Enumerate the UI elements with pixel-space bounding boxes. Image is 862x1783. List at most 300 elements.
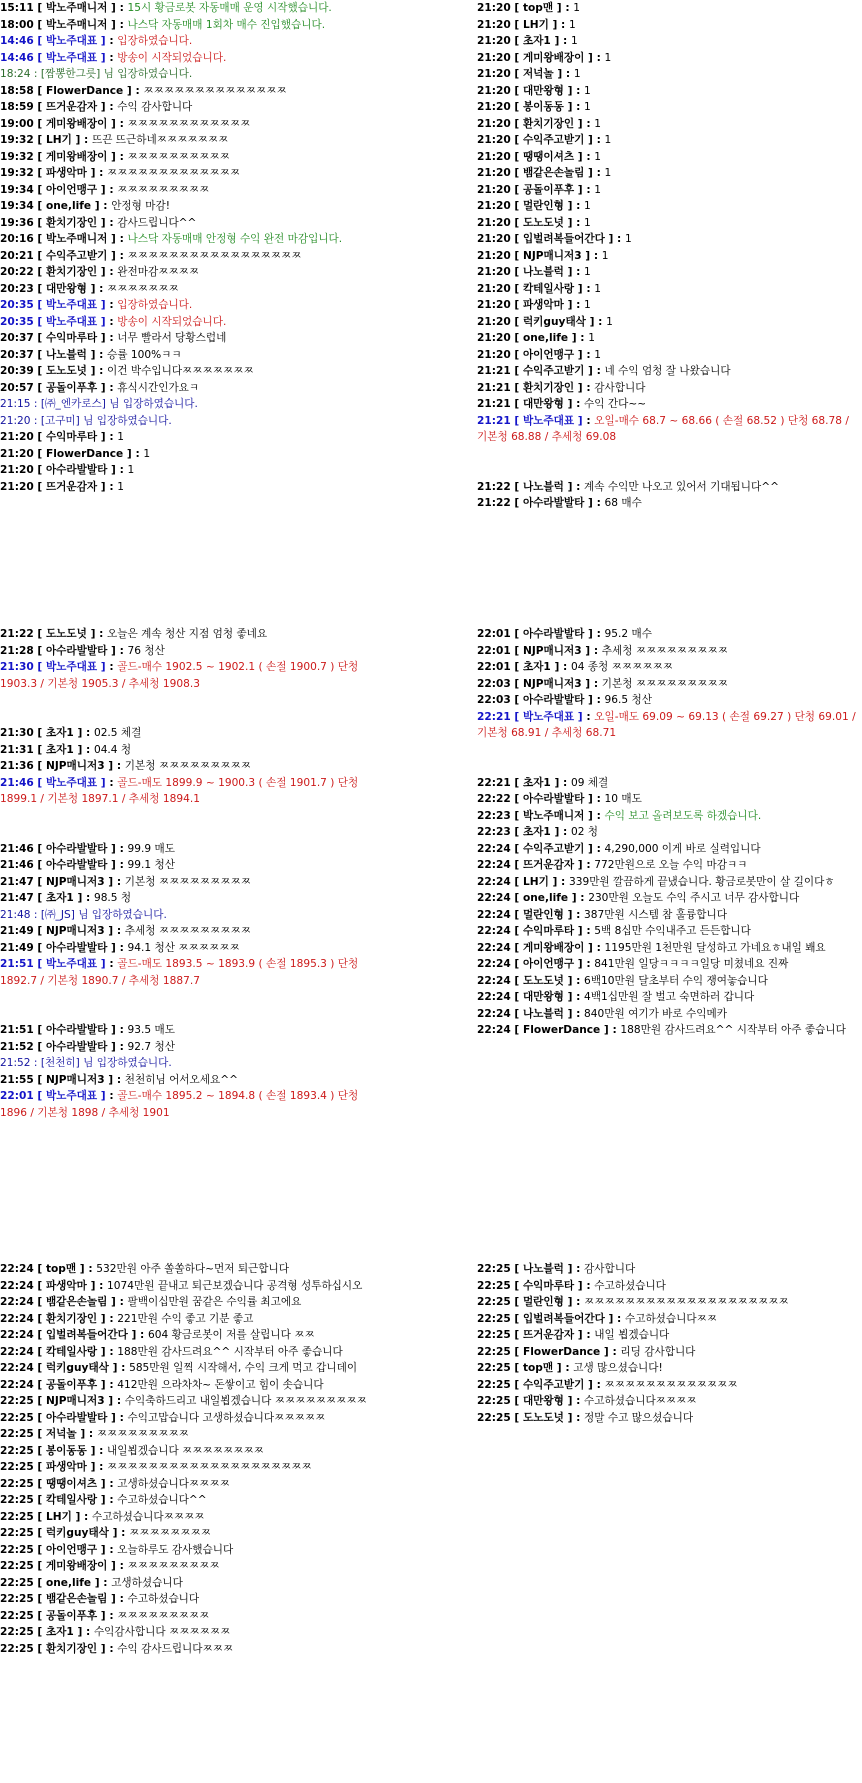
message-time: 22:24 <box>477 991 511 1003</box>
message-time: 22:24 <box>477 859 511 871</box>
chat-message <box>477 841 862 858</box>
message-separator: : <box>113 760 125 772</box>
message-time: 21:20 <box>477 266 511 278</box>
chat-message <box>477 808 862 825</box>
message-separator: : <box>572 216 585 229</box>
message-user: [ 박노주대표 ] <box>33 958 106 970</box>
chat-message <box>0 1608 385 1625</box>
message-text: 나스닥 자동매매 1회차 매수 진입했습니다. <box>127 18 326 31</box>
message-time: 20:21 <box>0 249 34 262</box>
message-separator: : <box>105 299 118 311</box>
message-text: 수익 감사드립니다ㅉㅉㅉ <box>117 1642 234 1655</box>
message-text: 1 <box>573 68 581 80</box>
message-separator: : <box>592 628 605 640</box>
message-text: ㅉㅉㅉㅉㅉㅉㅉㅉㅉㅉㅉㅉㅉ <box>107 167 241 179</box>
message-text: 1 <box>573 2 581 14</box>
message-text: 승률 100%ㅋㅋ <box>107 348 182 361</box>
message-user: [ 공돌이푸후 ] <box>33 381 106 394</box>
message-user: [ 도노도넛 ] <box>510 1411 573 1424</box>
message-user: [ 나노블럭 ] <box>510 1263 573 1275</box>
message-text: 188만원 감사드려요^^ 시작부터 아주 좋습니다 <box>117 1345 343 1358</box>
chat-panel-2-left <box>0 626 385 1121</box>
chat-message <box>477 495 862 512</box>
message-user: [ LH기 ] <box>33 134 81 146</box>
message-user: [ 환치기장인 ] <box>33 1642 106 1655</box>
message-time: 22:25 <box>477 1329 511 1341</box>
message-time: 20:37 <box>0 332 34 344</box>
chat-message <box>477 857 862 874</box>
message-text: 감사드립니다^^ <box>117 216 197 229</box>
chat-panel-3-right <box>477 1261 862 1426</box>
message-user: [ 초자1 ] <box>33 727 83 739</box>
chat-message <box>477 1006 862 1023</box>
message-text: 1 <box>604 51 612 64</box>
message-time: 21:21 <box>477 398 511 410</box>
chat-message <box>0 149 385 166</box>
message-separator: : <box>582 925 595 937</box>
message-user: [ 아수라발발타 ] <box>33 644 116 657</box>
message-time: 21:20 <box>477 84 511 97</box>
chat-message <box>0 1294 385 1311</box>
chat-message <box>0 281 385 298</box>
message-separator: : <box>105 332 118 344</box>
message-user: [ 수익마루타 ] <box>510 1279 583 1292</box>
message-time: 21:20 <box>0 480 34 493</box>
message-time: 21:51 <box>0 958 34 970</box>
message-time: 22:24 <box>0 1296 34 1308</box>
message-separator: : <box>105 315 118 328</box>
message-text: 1 <box>594 183 602 196</box>
message-separator: : <box>136 1329 148 1341</box>
message-user: [ NJP매니저3 ] <box>33 875 114 888</box>
message-time: 21:30 <box>0 661 34 673</box>
message-text: 188만원 감사드려요^^ 시작부터 아주 좋습니다 <box>620 1024 846 1036</box>
message-time: 22:03 <box>477 677 511 690</box>
chat-message <box>477 66 862 83</box>
message-text: 내일 뵙겠습니다 <box>594 1329 670 1341</box>
message-separator: : <box>115 233 128 245</box>
message-time: 22:24 <box>477 925 511 937</box>
message-time: 20:23 <box>0 282 34 295</box>
message-time: 22:25 <box>477 1345 511 1358</box>
message-text: 1 <box>584 84 591 97</box>
message-user: [ 초자1 ] <box>510 661 560 673</box>
message-text: 02.5 체결 <box>93 727 142 739</box>
message-user: [ 수익주고받기 ] <box>510 842 593 855</box>
message-time: 21:20 <box>477 101 511 113</box>
message-separator: : <box>592 365 605 377</box>
chat-message <box>0 659 385 692</box>
message-user: [ 박노주대표 ] <box>33 661 106 673</box>
chat-message <box>477 347 862 364</box>
chat-message <box>477 83 862 100</box>
message-time: 22:25 <box>0 1593 34 1605</box>
chat-message <box>477 709 862 742</box>
message-user: [ 뱀같은손놀림 ] <box>33 1593 116 1605</box>
message-time: 22:25 <box>0 1510 34 1523</box>
message-text: 뜨끈 뜨근하네ㅉㅉㅉㅉㅉㅉㅉ <box>91 134 229 146</box>
message-time: 22:24 <box>0 1329 34 1341</box>
chat-message <box>0 363 385 380</box>
message-text: 1 <box>588 332 595 344</box>
chat-message <box>0 1476 385 1493</box>
chat-message <box>0 182 385 199</box>
message-text: 방송이 시작되었습니다. <box>117 51 227 64</box>
message-time: 20:35 <box>0 299 34 311</box>
message-user: [ 아수라발발타 ] <box>510 694 593 706</box>
chat-message <box>0 479 385 496</box>
chat-message <box>477 132 862 149</box>
chat-message <box>477 923 862 940</box>
message-text: 기본청 ㅉㅉㅉㅉㅉㅉㅉㅉㅉ <box>124 760 251 772</box>
chat-message <box>0 1542 385 1559</box>
message-separator: : <box>115 859 128 871</box>
message-user: [ 환치기장인 ] <box>33 216 106 229</box>
message-user: [ 초자1 ] <box>33 743 83 756</box>
message-text: 1 <box>584 216 591 229</box>
message-text: 1 <box>624 233 632 245</box>
chat-message <box>0 50 385 67</box>
message-time: 21:20 <box>477 68 511 80</box>
message-time: 22:25 <box>477 1411 511 1424</box>
chat-message <box>0 1377 385 1394</box>
message-text: 골드-매도 1899.9 ~ 1900.3 ( 손절 1901.7 ) 단청 1899.1 / 기본청 1897.1 / 추세청 1894.1 <box>0 776 359 805</box>
message-user: [ LH기 ] <box>510 875 558 888</box>
message-time: 22:25 <box>0 1428 34 1440</box>
message-user: [ FlowerDance ] <box>33 447 132 460</box>
message-separator: : <box>105 51 118 64</box>
message-text: 1 <box>606 315 613 328</box>
message-separator: : <box>557 875 569 888</box>
message-time: 19:34 <box>0 200 34 212</box>
message-text: 1074만원 끝내고 퇴근보겠습니다 공격형 성투하십시오 <box>107 1279 363 1292</box>
message-time: 22:25 <box>0 1527 34 1539</box>
message-separator: : <box>572 1263 585 1275</box>
message-gap <box>0 692 385 725</box>
message-separator: : <box>95 282 108 295</box>
message-separator: : <box>559 661 571 673</box>
message-text: 92.7 청산 <box>127 1040 175 1053</box>
chat-message <box>477 1360 862 1377</box>
message-user: [ 나노블럭 ] <box>510 1007 573 1020</box>
chat-message <box>0 231 385 248</box>
message-text: 수고하셨습니다ㅉㅉㅉㅉ <box>584 1395 697 1407</box>
message-separator: : <box>582 414 595 427</box>
message-user: [ 공돌이푸후 ] <box>510 183 583 196</box>
message-user: [ 파생악마 ] <box>510 299 573 311</box>
message-user: [ 도노도넛 ] <box>510 974 573 987</box>
message-text: 604 황금로봇이 저를 살립니다 ㅉㅉ <box>147 1329 315 1341</box>
message-text: 너무 빨라서 당황스럽네 <box>117 332 227 344</box>
message-user: [ 도노도넛 ] <box>33 365 96 377</box>
message-text: 1195만원 1천만원 달성하고 가네요ㅎ내일 봬요 <box>604 941 826 954</box>
chat-panel-3-left <box>0 1261 385 1657</box>
message-user: [ one,life ] <box>510 892 577 904</box>
chat-message <box>0 1410 385 1427</box>
chat-message <box>477 791 862 808</box>
message-user: [ 수익주고받기 ] <box>510 365 593 377</box>
message-separator: : <box>613 233 625 245</box>
message-user: [ 뱀같은손놀림 ] <box>510 167 593 179</box>
chat-message <box>477 1327 862 1344</box>
chat-message <box>477 281 862 298</box>
message-user: [ one,life ] <box>33 200 100 212</box>
message-separator: : <box>572 101 585 113</box>
message-user: [ 박노주대표 ] <box>33 776 106 789</box>
message-text: 기본청 ㅉㅉㅉㅉㅉㅉㅉㅉㅉ <box>601 677 728 690</box>
chat-message <box>0 956 385 989</box>
message-user: [ 대만왕형 ] <box>510 991 573 1003</box>
message-user: [ NJP매니저3 ] <box>33 1073 114 1086</box>
message-text: 수고하셨습니다ㅉㅉ <box>624 1312 718 1325</box>
message-separator: : <box>115 18 128 31</box>
chat-message <box>0 1311 385 1328</box>
message-text: 고생하셨습니다 <box>111 1576 183 1589</box>
message-text: 1 <box>601 249 609 262</box>
message-text: ㅉㅉㅉㅉㅉㅉㅉㅉ <box>129 1527 211 1539</box>
message-text: 1 <box>127 464 135 476</box>
message-separator: : <box>592 941 605 954</box>
message-text: 1 <box>584 101 591 113</box>
message-text: 98.5 청 <box>93 892 132 904</box>
chat-message <box>477 1393 862 1410</box>
message-time: 21:46 <box>0 859 34 871</box>
message-user: [ 게미왕배장이 ] <box>33 1560 116 1572</box>
message-separator: : <box>572 84 585 97</box>
message-user: [ NJP매니저3 ] <box>510 677 591 690</box>
message-time: 22:24 <box>477 892 511 904</box>
message-separator: : <box>95 1461 108 1473</box>
message-time: 22:25 <box>0 1461 34 1473</box>
chat-message <box>477 50 862 67</box>
message-user: [ 공돌이푸후 ] <box>33 1378 106 1391</box>
message-time: 22:24 <box>0 1345 34 1358</box>
chat-message <box>0 841 385 858</box>
message-separator: : <box>105 1345 118 1358</box>
message-user: [ 멀란인형 ] <box>510 1296 573 1308</box>
message-user: [ 멀란인형 ] <box>510 908 573 921</box>
message-text: 585만원 일찍 시작해서, 수익 크게 먹고 갑니데이 <box>129 1362 358 1374</box>
message-text: 772만원으로 오늘 수익 마감ㅋㅋ <box>594 859 748 871</box>
message-text: 1 <box>584 266 591 278</box>
message-text: 4백1십만원 잘 벌고 숙면하러 갑니다 <box>584 991 755 1003</box>
message-gap <box>0 989 385 1022</box>
message-text: 추세청 ㅉㅉㅉㅉㅉㅉㅉㅉㅉ <box>124 925 251 937</box>
message-text: 수고하셨습니다^^ <box>117 1494 207 1506</box>
message-separator: : <box>608 1345 621 1358</box>
chat-message <box>477 973 862 990</box>
message-separator: : <box>105 381 118 394</box>
message-time: 21:20 <box>477 299 511 311</box>
message-separator: : <box>95 167 108 179</box>
message-text: 04 종청 ㅉㅉㅉㅉㅉㅉ <box>570 661 674 673</box>
message-separator: : <box>559 776 571 789</box>
message-time: 21:55 <box>0 1073 34 1086</box>
message-user: [ 박노주대표 ] <box>33 35 106 47</box>
message-separator: : <box>105 661 118 673</box>
message-separator: : <box>576 892 589 904</box>
message-user: [ 게미왕배장이 ] <box>510 941 593 954</box>
message-separator: : <box>105 101 118 113</box>
chat-message <box>0 643 385 660</box>
message-user: [ one,life ] <box>33 1576 100 1589</box>
message-user: [ 박노주매니저 ] <box>33 18 116 31</box>
chat-message <box>477 248 862 265</box>
message-user: [ 박노주매니저 ] <box>510 809 593 822</box>
message-separator: : <box>115 464 128 476</box>
message-text: 1 <box>604 134 612 146</box>
message-time: 21:36 <box>0 760 34 772</box>
chat-message <box>477 1311 862 1328</box>
message-time: 21:20 <box>477 134 511 146</box>
chat-message <box>477 1377 862 1394</box>
message-user: [ 환치기장인 ] <box>510 381 583 394</box>
message-time: 19:36 <box>0 216 34 229</box>
message-text: 15시 황금로봇 자동매매 운영 시작했습니다. <box>127 2 332 14</box>
message-separator: : <box>80 1510 92 1523</box>
message-text: 수고하셨습니다 <box>127 1593 200 1605</box>
message-time: 22:25 <box>0 1477 34 1490</box>
message-time: 19:32 <box>0 167 34 179</box>
message-separator: : <box>559 826 571 838</box>
chat-message <box>477 363 862 380</box>
message-user: [ top맨 ] <box>510 1362 562 1374</box>
message-time: 21:22 <box>477 480 511 493</box>
message-separator: : <box>561 2 574 14</box>
message-time: 14:46 <box>0 35 34 47</box>
message-text: ㅉㅉㅉㅉㅉㅉㅉㅉㅉ <box>117 1609 210 1622</box>
message-text: ㅉㅉㅉㅉㅉㅉㅉㅉㅉㅉㅉㅉㅉ <box>604 1378 738 1391</box>
message-text: 1 <box>594 348 602 361</box>
message-separator: : <box>592 51 605 64</box>
message-time: 21:20 <box>477 282 511 295</box>
message-separator: : <box>572 1395 585 1407</box>
chat-message <box>477 17 862 34</box>
chat-message <box>477 692 862 709</box>
chat-message <box>0 1088 385 1121</box>
message-separator: : <box>95 628 108 640</box>
message-separator: : <box>82 1626 94 1638</box>
chat-message <box>477 314 862 331</box>
message-separator: : <box>590 249 602 262</box>
message-time: 21:20 <box>0 464 34 476</box>
message-user: [ 칵테일사랑 ] <box>510 282 583 295</box>
chat-message <box>477 890 862 907</box>
message-text: 1 <box>570 35 578 47</box>
message-separator: : <box>95 348 108 361</box>
chat-message <box>0 742 385 759</box>
message-time: 22:25 <box>0 1411 34 1424</box>
message-separator: : <box>582 282 595 295</box>
message-user: [ 봉이동동 ] <box>510 101 573 113</box>
message-text: 1 <box>568 18 576 31</box>
message-separator: : <box>115 1040 128 1053</box>
message-separator: : <box>82 727 94 739</box>
message-text: ㅉㅉㅉㅉㅉㅉㅉㅉㅉ <box>117 183 210 196</box>
message-user: [ 럭키guy태삭 ] <box>510 315 595 328</box>
message-user: [ 게미왕배장이 ] <box>33 150 116 163</box>
chat-message <box>477 264 862 281</box>
message-user: [ 박노주대표 ] <box>33 299 106 311</box>
chat-message <box>0 725 385 742</box>
message-user: [ 게미왕배장이 ] <box>33 117 116 130</box>
chat-message <box>0 1360 385 1377</box>
chat-message <box>0 132 385 149</box>
message-text: 1 <box>594 117 602 130</box>
message-text: 리딩 감사합니다 <box>620 1345 696 1358</box>
message-user: [ 박노주대표 ] <box>33 1090 106 1102</box>
chat-message <box>0 116 385 133</box>
message-time: 21:21 <box>477 414 511 427</box>
message-separator: : <box>105 431 118 443</box>
message-time: 22:23 <box>477 826 511 838</box>
message-separator: : <box>105 480 118 493</box>
message-user: [ 대만왕형 ] <box>510 84 573 97</box>
message-separator: : <box>572 200 585 212</box>
chat-message <box>477 775 862 792</box>
message-user: [ 박노주매니저 ] <box>33 233 116 245</box>
chat-message <box>477 479 862 496</box>
message-text: 방송이 시작되었습니다. <box>117 315 227 328</box>
chat-message <box>477 330 862 347</box>
message-text: 골드-매수 1895.2 ~ 1894.8 ( 손절 1893.4 ) 단청 1896 / 기본청 1898 / 추세청 1901 <box>0 1090 359 1119</box>
message-user: [ 땡땡이셔츠 ] <box>510 150 583 163</box>
message-separator: : <box>105 1642 118 1655</box>
chat-message <box>477 940 862 957</box>
chat-message <box>0 775 385 808</box>
message-time: 22:24 <box>477 1024 511 1036</box>
message-gap <box>477 742 862 775</box>
message-separator: : <box>582 183 595 196</box>
message-separator: : <box>590 677 602 690</box>
message-time: 22:24 <box>0 1279 34 1292</box>
message-user: [ 초자1 ] <box>510 776 560 789</box>
message-time: 19:00 <box>0 117 34 130</box>
chat-message <box>0 462 385 479</box>
message-text: 93.5 매도 <box>127 1024 175 1036</box>
message-separator: : <box>80 134 92 146</box>
chat-message <box>0 758 385 775</box>
message-text: 76 청산 <box>127 644 165 657</box>
message-user: [ FlowerDance ] <box>510 1024 609 1036</box>
chat-message <box>477 99 862 116</box>
message-text: 입장하였습니다. <box>117 299 193 311</box>
message-time: 22:24 <box>0 1263 34 1275</box>
message-separator: : <box>572 908 585 921</box>
message-user: [ 수익주고받기 ] <box>33 249 116 262</box>
message-text: 추세청 ㅉㅉㅉㅉㅉㅉㅉㅉㅉ <box>601 644 728 657</box>
message-text: 고생 많으셨습니다! <box>573 1362 663 1374</box>
message-separator: : <box>561 1362 574 1374</box>
message-user: [ 아수라발발타 ] <box>510 793 593 805</box>
message-user: [ 입벌려복들어간다 ] <box>510 1312 614 1325</box>
message-user: [ 환치기장인 ] <box>33 1312 106 1325</box>
message-text: 기본청 ㅉㅉㅉㅉㅉㅉㅉㅉㅉ <box>124 875 251 888</box>
message-text: 수익축하드리고 내일뵙겠습니다 ㅉㅉㅉㅉㅉㅉㅉㅉㅉ <box>124 1395 367 1407</box>
message-time: 18:58 <box>0 84 34 97</box>
message-user: [ 봉이동동 ] <box>33 1444 96 1457</box>
chat-message <box>477 907 862 924</box>
chat-message <box>0 1393 385 1410</box>
message-time: 22:25 <box>0 1494 34 1506</box>
message-user: [ 파생악마 ] <box>33 1279 96 1292</box>
message-user: [ 파생악마 ] <box>33 167 96 179</box>
message-text: 94.1 청산 ㅉㅉㅉㅉㅉㅉ <box>127 941 240 954</box>
chat-message <box>0 1022 385 1039</box>
message-time: 18:59 <box>0 101 34 113</box>
chat-message <box>0 923 385 940</box>
chat-message <box>477 231 862 248</box>
